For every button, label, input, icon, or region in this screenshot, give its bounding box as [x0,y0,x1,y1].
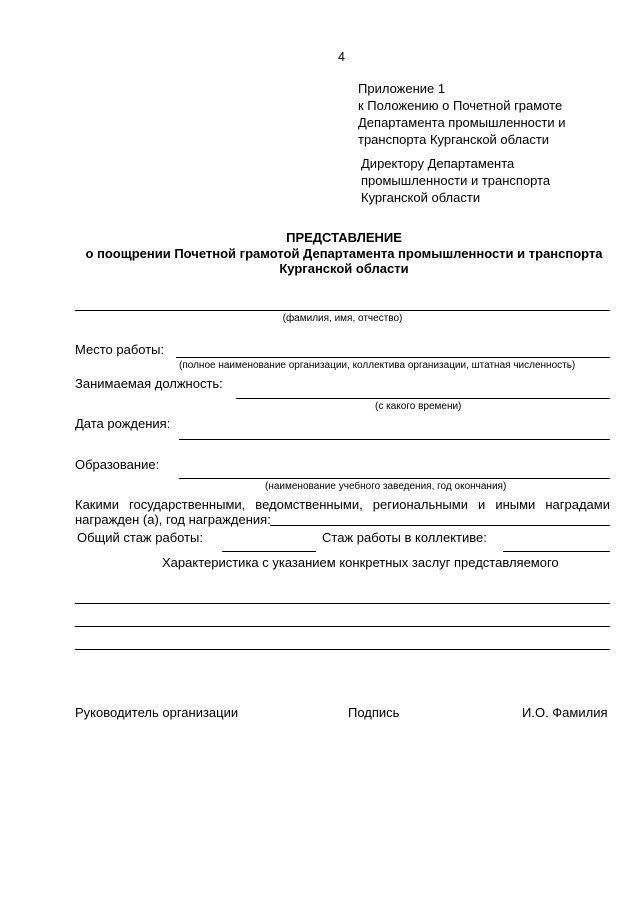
head-of-organization-label: Руководитель организации [75,705,239,720]
characteristic-heading: Характеристика с указанием конкретных заслуг представляемого [162,555,559,570]
team-experience-field-line[interactable] [503,551,610,552]
fio-caption: (фамилия, имя, отчество) [282,313,403,324]
characteristic-field-line-2[interactable] [75,626,610,627]
document-subtitle-line2: Курганской области [279,261,409,276]
name-label: И.О. Фамилия [522,705,608,720]
position-caption: (с какого времени) [375,401,462,412]
education-field-line[interactable] [179,478,610,479]
appendix-block [358,80,566,148]
awards-question-line2: награжден (а), год награждения: [75,512,271,527]
appendix-line: Департамента промышленности и [358,115,566,130]
awards-field-line[interactable] [270,525,610,526]
workplace-label: Место работы: [75,342,165,357]
education-caption: (наименование учебного заведения, год окончания) [265,481,507,492]
total-experience-field-line[interactable] [222,551,316,552]
education-label: Образование: [75,457,160,472]
document-subtitle-line1: о поощрении Почетной грамотой Департамента промышленности и транспорта [85,246,603,261]
workplace-field-line[interactable] [176,357,610,358]
signature-label: Подпись [348,705,400,720]
team-experience-label: Стаж работы в коллективе: [322,530,487,545]
birthdate-field-line[interactable] [179,439,610,440]
total-experience-label: Общий стаж работы: [77,530,203,545]
awards-question-line1: Какими государственными, ведомственными, региональными и иными наградами [75,497,610,512]
characteristic-field-line-1[interactable] [75,603,610,604]
birthdate-label: Дата рождения: [75,416,171,431]
position-field-line[interactable] [236,398,610,399]
document-title: ПРЕДСТАВЛЕНИЕ [286,230,402,245]
addressee-line: промышленности и транспорта [361,173,551,188]
fio-field-line[interactable] [75,310,610,311]
workplace-caption: (полное наименование организации, коллектива организации, штатная численность) [179,360,576,371]
page-number: 4 [338,50,345,64]
appendix-line: к Положению о Почетной грамоте [358,98,563,113]
position-label: Занимаемая должность: [75,376,223,391]
addressee-block [361,155,550,206]
characteristic-field-line-3[interactable] [75,649,610,650]
addressee-line: Директору Департамента [361,156,515,171]
addressee-line: Курганской области [361,190,481,205]
appendix-line: Приложение 1 [358,81,446,96]
appendix-line: транспорта Курганской области [358,132,550,147]
